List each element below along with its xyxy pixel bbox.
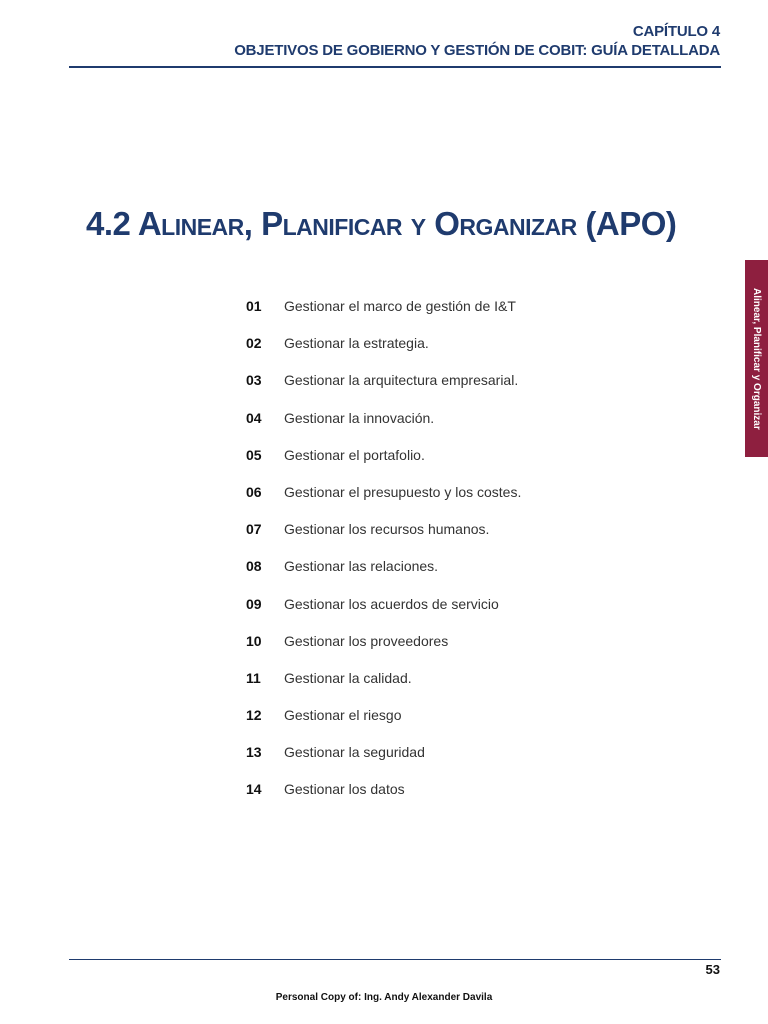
chapter-subtitle: OBJETIVOS DE GOBIERNO Y GESTIÓN DE COBIT: GUÍA DETALLADA <box>234 42 720 59</box>
page-header <box>234 22 720 60</box>
process-label: Gestionar el marco de gestión de I&T <box>284 298 516 314</box>
page-number: 53 <box>705 962 720 977</box>
list-item <box>246 331 521 368</box>
list-item <box>246 443 521 480</box>
process-label: Gestionar las relaciones. <box>284 558 439 575</box>
process-list <box>246 294 521 815</box>
section-title: 4.2 Alinear, Planificar y Organizar (APO) <box>86 205 677 242</box>
list-item <box>246 554 521 591</box>
process-label: Gestionar la calidad. <box>284 669 412 686</box>
list-item <box>246 629 521 666</box>
process-number: 05 <box>246 446 262 463</box>
process-label: Gestionar el presupuesto y los costes. <box>284 483 522 500</box>
process-label: Gestionar la estrategia. <box>284 335 429 352</box>
process-label: Gestionar los recursos humanos. <box>284 521 490 538</box>
list-item <box>246 480 521 517</box>
list-item <box>246 666 521 703</box>
process-number: 04 <box>246 409 262 426</box>
process-number: 10 <box>246 632 262 649</box>
process-number: 12 <box>246 707 262 724</box>
process-number: 14 <box>246 781 262 798</box>
process-number: 09 <box>246 595 262 612</box>
list-item <box>246 294 521 331</box>
process-number: 03 <box>246 372 262 389</box>
copy-notice: Personal Copy of: Ing. Andy Alexander Davila <box>275 992 493 1003</box>
process-number: 07 <box>246 521 262 538</box>
process-number: 06 <box>246 483 262 500</box>
list-item <box>246 368 521 405</box>
process-label: Gestionar la innovación. <box>284 409 435 426</box>
list-item <box>246 740 521 777</box>
header-divider <box>69 66 721 68</box>
footer-divider <box>69 959 721 960</box>
list-item <box>246 406 521 443</box>
process-number: 11 <box>246 669 261 686</box>
side-tab-label: Alinear, Planificar y Organizar <box>751 287 762 430</box>
process-label: Gestionar la arquitectura empresarial. <box>284 372 519 389</box>
list-item <box>246 517 521 554</box>
chapter-label: CAPÍTULO 4 <box>632 23 720 40</box>
process-number: 08 <box>246 558 262 575</box>
list-item <box>246 777 521 814</box>
process-number: 13 <box>246 744 262 761</box>
process-label: Gestionar la seguridad <box>284 744 425 761</box>
process-number: 02 <box>246 335 262 352</box>
process-label: Gestionar los proveedores <box>284 632 449 649</box>
section-side-tab <box>745 260 768 457</box>
process-label: Gestionar el riesgo <box>284 707 402 724</box>
process-number: 01 <box>246 298 262 314</box>
list-item <box>246 703 521 740</box>
process-label: Gestionar los acuerdos de servicio <box>284 595 499 612</box>
process-label: Gestionar los datos <box>284 781 405 798</box>
process-label: Gestionar el portafolio. <box>284 446 425 463</box>
list-item <box>246 592 521 629</box>
